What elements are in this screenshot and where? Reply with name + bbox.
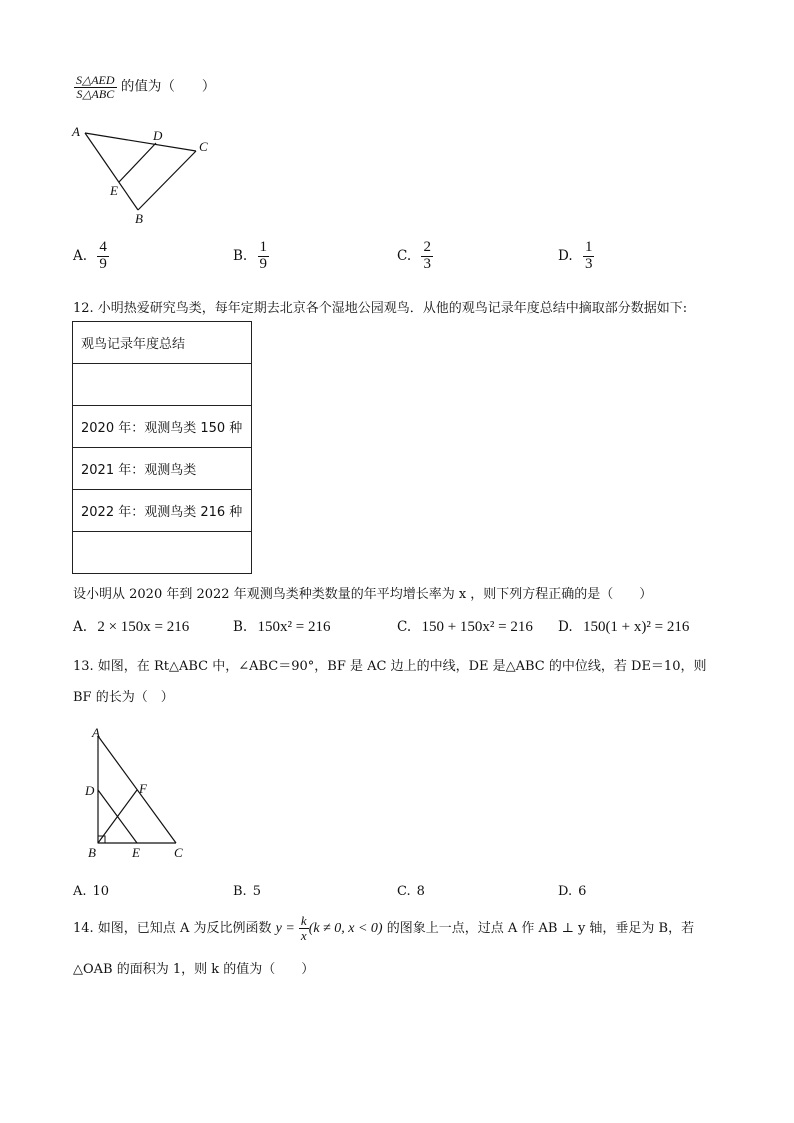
table-row (73, 322, 252, 364)
q14-function-y: y = (275, 921, 295, 936)
q12-table-cell (73, 364, 252, 406)
q13-option-c-label: C. (397, 884, 411, 899)
q13-option-b-text: 5 (252, 884, 261, 899)
q11-segment-BC (138, 151, 196, 210)
table-row (73, 448, 252, 490)
q12-option-c[interactable] (397, 619, 533, 636)
q11-option-b-num: 1 (259, 239, 268, 255)
q11-option-a-fraction (97, 240, 109, 273)
q11-option-d-label: D. (558, 247, 573, 264)
q11-option-d-den: 3 (584, 255, 593, 272)
q13-point-D: D (85, 783, 95, 798)
q12-option-d-text: 150(1 + x)² = 216 (582, 619, 690, 635)
q12-option-b[interactable] (233, 619, 330, 636)
q11-option-a-den: 9 (99, 255, 107, 272)
q14-stem-line1 (73, 912, 694, 946)
q11-option-a[interactable] (73, 240, 109, 273)
q13-point-B: B (88, 845, 96, 860)
q14-function-numerator: k (300, 913, 307, 929)
q12-option-a[interactable] (73, 619, 189, 636)
q11-option-b-den: 9 (259, 255, 268, 272)
q12-question: 设小明从 2020 年到 2022 年观测鸟类种类数量的年平均增长率为 x ，则下列方程正确的是（ ） (73, 587, 653, 602)
q11-option-b-fraction (258, 240, 270, 273)
q13-option-b[interactable] (233, 884, 261, 899)
q11-ratio-fraction (74, 74, 117, 100)
q11-ratio (74, 74, 215, 100)
q13-option-a-text: 10 (92, 884, 110, 899)
q11-point-A: A (72, 124, 80, 139)
q14-function-fraction (299, 914, 309, 942)
table-row (73, 364, 252, 406)
q12-stem: 12. 小明热爱研究鸟类，每年定期去北京各个湿地公园观鸟．从他的观鸟记录年度总结中摘取部分数据如下: (73, 301, 688, 316)
q11-ratio-denominator: S△ABC (76, 86, 115, 101)
q13-stem-line1: 13. 如图，在 Rt△ABC 中，∠ABC＝90°，BF 是 AC 边上的中线，DE 是△ABC 的中位线，若 DE＝10，则 (73, 659, 707, 674)
q13-figure (82, 724, 192, 864)
q11-option-c-den: 3 (423, 255, 431, 272)
q13-point-E: E (132, 845, 140, 860)
q11-option-a-num: 4 (99, 239, 107, 255)
q12-table-cell: 2020 年：观测鸟类 150 种 (73, 406, 252, 448)
q12-option-c-label: C. (397, 619, 412, 635)
table-row (73, 532, 252, 574)
q12-record-table (72, 321, 252, 574)
q11-figure (68, 122, 228, 228)
q11-point-C: C (199, 139, 208, 154)
q12-option-b-text: 150x² = 216 (257, 619, 331, 635)
q13-option-c[interactable] (397, 884, 425, 899)
q13-option-a[interactable] (73, 884, 109, 899)
q11-option-c-label: C. (397, 247, 412, 264)
q11-ratio-suffix: 的值为（ ） (120, 78, 216, 95)
q12-option-a-label: A. (73, 619, 88, 635)
q11-point-B: B (135, 211, 143, 226)
q12-table-cell: 观鸟记录年度总结 (73, 322, 252, 364)
q12-option-d[interactable] (558, 619, 689, 636)
q13-stem-line2: BF 的长为（ ） (73, 690, 174, 705)
q11-option-c-fraction (421, 240, 433, 273)
q12-option-d-label: D. (558, 619, 573, 635)
table-row (73, 406, 252, 448)
q11-option-c[interactable] (397, 240, 433, 273)
q11-point-E: E (110, 183, 118, 198)
q12-table-cell (73, 532, 252, 574)
q13-option-c-text: 8 (416, 884, 425, 899)
q13-option-b-label: B. (233, 884, 247, 899)
q13-option-d-label: D. (558, 884, 573, 899)
q12-option-c-text: 150 + 150x² = 216 (421, 619, 533, 635)
q11-option-a-label: A. (73, 247, 88, 264)
q11-option-b-label: B. (233, 247, 248, 264)
q11-option-d-fraction (583, 240, 595, 273)
q12-option-b-label: B. (233, 619, 248, 635)
q11-point-D: D (153, 128, 163, 143)
q13-option-d-text: 6 (578, 884, 587, 899)
q12-table-cell: 2021 年：观测鸟类 (73, 448, 252, 490)
q13-point-F: F (139, 781, 147, 796)
q14-stem-line2: △OAB 的面积为 1，则 k 的值为（ ） (73, 962, 315, 977)
q14-stem-part-a: 14. 如图，已知点 A 为反比例函数 (73, 921, 272, 936)
q11-segment-AC (85, 133, 196, 151)
q14-function-condition: (k ≠ 0, x < 0) (308, 921, 383, 936)
q13-option-a-label: A. (73, 884, 87, 899)
q13-option-d[interactable] (558, 884, 586, 899)
q11-ratio-numerator: S△AED (76, 73, 115, 87)
q11-segment-DE (119, 143, 156, 182)
q12-table-cell: 2022 年：观测鸟类 216 种 (73, 490, 252, 532)
q11-option-d-num: 1 (584, 239, 593, 255)
q11-segment-AB (85, 133, 138, 210)
q11-option-c-num: 2 (423, 239, 431, 255)
table-row (73, 490, 252, 532)
q14-function-denominator: x (300, 928, 307, 943)
q13-point-C: C (174, 845, 183, 860)
q11-option-b[interactable] (233, 240, 269, 273)
q13-point-A: A (92, 725, 100, 740)
q14-stem-part-b: 的图象上一点，过点 A 作 AB ⊥ y 轴，垂足为 B，若 (386, 921, 695, 936)
q11-option-d[interactable] (558, 240, 594, 273)
q12-option-a-text: 2 × 150x = 216 (97, 619, 190, 635)
